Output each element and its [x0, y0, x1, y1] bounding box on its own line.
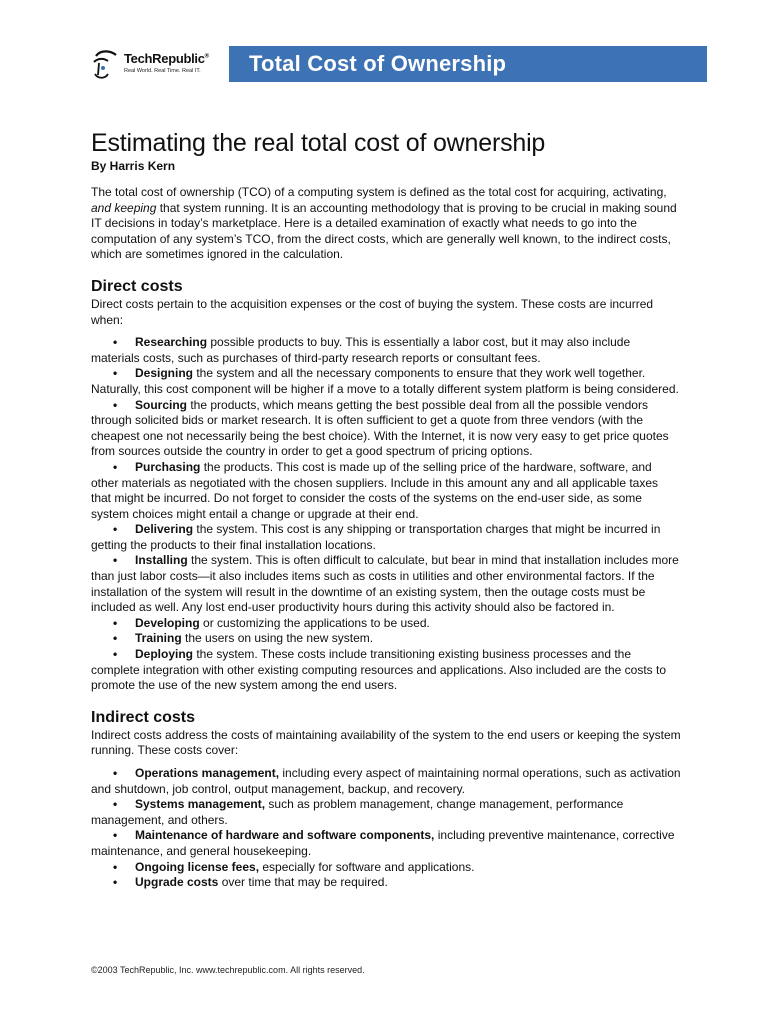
- techrepublic-logo: [86, 45, 226, 83]
- indirect-costs-heading: Indirect costs: [91, 708, 196, 726]
- direct-costs-list: [91, 335, 681, 694]
- list-item: • Deploying the system. These costs include transitioning existing business processes and the complete integration with other existing computing resources and applications. Also included are the costs to promote the use of the new system among the end users.: [91, 647, 666, 693]
- list-item: • Sourcing the products, which means getting the best possible deal from all the possible vendors through solicited bids or market research. It is often sufficient to get a quote from three vendors (with the cheapest one not necessarily being the best choice). With the Internet, it is now very easy to get price quotes from sources outside the country in order to get a good spectrum of pricing options.: [91, 397, 669, 459]
- bullet-icon: •: [113, 647, 118, 662]
- indirect-costs-list: [91, 766, 681, 891]
- logo-wordmark: TechRepublic®: [124, 51, 209, 66]
- logo-tagline: Real World. Real Time. Real IT.: [124, 68, 201, 74]
- bullet-icon: •: [113, 631, 118, 646]
- bullet-icon: •: [113, 766, 118, 780]
- list-item: • Training the users on using the new system.: [91, 631, 681, 647]
- techrepublic-logo-icon: [90, 48, 120, 80]
- article-intro: The total cost of ownership (TCO) of a computing system is defined as the total cost for acquiring, activating, and keeping that system running. It is an accounting methodology that is proving to be crucial in making sound IT decisions in today’s marketplace. Here is a detailed examination of exactly what needs to go into the computation of any system’s TCO, from the direct costs, which are generally well known, to the indirect costs, which are sometimes ignored in the calculation.: [91, 185, 677, 262]
- bullet-icon: •: [113, 522, 118, 537]
- bullet-icon: •: [113, 366, 118, 381]
- bullet-icon: •: [113, 859, 118, 874]
- bullet-icon: •: [113, 828, 118, 843]
- list-item: • Ongoing license fees, especially for software and applications.: [91, 860, 681, 876]
- bullet-icon: •: [113, 797, 118, 812]
- article-title: Estimating the real total cost of ownership: [91, 129, 546, 157]
- bullet-icon: •: [113, 459, 118, 474]
- list-item: • Researching possible products to buy. This is essentially a labor cost, but it may also include materials costs, such as purchases of third-party research reports or consultant fees.: [91, 335, 631, 365]
- list-item: • Delivering the system. This cost is any shipping or transportation charges that might be incurred in getting the products to their final installation locations.: [91, 522, 661, 552]
- direct-costs-intro: Direct costs pertain to the acquisition expenses or the cost of buying the system. These costs are incurred when:: [91, 296, 654, 327]
- list-item: • Operations management, including every aspect of maintaining normal operations, such as activation and shutdown, job control, output management, backup, and recovery.: [91, 766, 681, 796]
- list-item: • Purchasing the products. This cost is made up of the selling price of the hardware, software, and other materials as negotiated with the chosen suppliers. Include in this amount any and all applicable taxes that might be incurred. Do not forget to consider the costs of the systems on the end-user side, as some system choices might entail a change or upgrade at their end.: [91, 459, 659, 521]
- list-item: • Maintenance of hardware and software components, including preventive maintenance, corrective maintenance, and general housekeeping.: [91, 828, 675, 858]
- page-footer: ©2003 TechRepublic, Inc. www.techrepublic.com. All rights reserved.: [91, 965, 365, 975]
- page-header: [86, 45, 707, 83]
- indirect-costs-intro: Indirect costs address the costs of maintaining availability of the system to the end users or keeping the system running. These costs cover:: [91, 727, 681, 758]
- bullet-icon: •: [113, 553, 118, 568]
- list-item: • Installing the system. This is often difficult to calculate, but bear in mind that installation includes more than just labor costs—it also includes items such as costs in utilities and other environmental factors. If the installation of the system will result in the downtime of an existing system, then the outage costs must be included as well. Any lost end-user productivity hours during this activity should also be factored in.: [91, 553, 679, 615]
- direct-costs-heading: Direct costs: [91, 277, 183, 295]
- bullet-icon: •: [113, 397, 118, 412]
- list-item: • Systems management, such as problem management, change management, performance management, and others.: [91, 797, 624, 827]
- article-body: [91, 128, 681, 891]
- list-item: • Upgrade costs over time that may be required.: [91, 875, 681, 891]
- banner-title: Total Cost of Ownership: [229, 46, 707, 82]
- list-item: • Designing the system and all the necessary components to ensure that they work well together. Naturally, this cost component will be higher if a move to a totally different system platform is being considered.: [91, 366, 679, 396]
- list-item: • Developing or customizing the applications to be used.: [91, 616, 681, 632]
- bullet-icon: •: [113, 615, 118, 630]
- bullet-icon: •: [113, 875, 118, 890]
- article-byline: By Harris Kern: [91, 159, 176, 173]
- bullet-icon: •: [113, 335, 118, 350]
